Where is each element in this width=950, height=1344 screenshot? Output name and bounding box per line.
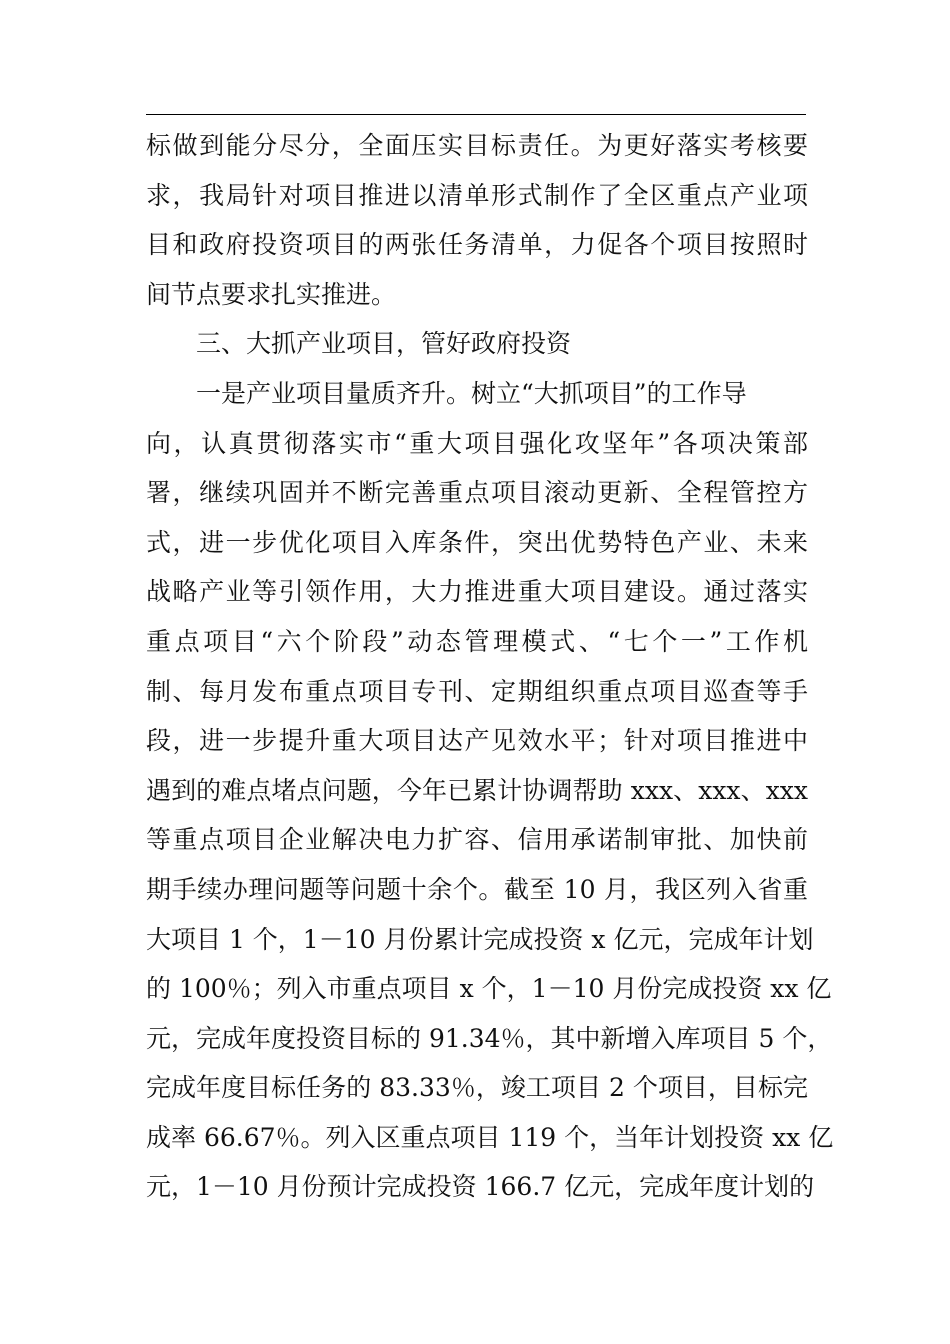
text-line: 段，进一步提升重大项目达产见效水平；针对项目推进中 [146,726,808,756]
text-line: 期手续办理问题等问题十余个。截至 10 月，我区列入省重 [146,874,808,904]
text-line: 目和政府投资项目的两张任务清单，力促各个项目按照时 [146,230,808,260]
text-line: 等重点项目企业解决电力扩容、信用承诺制审批、加快前 [146,825,808,855]
text-line: 制、每月发布重点项目专刊、定期组织重点项目巡查等手 [146,676,808,706]
text-line: 成率 66.67％。列入区重点项目 119 个，当年计划投资 xx 亿 [146,1122,834,1152]
text-line: 战略产业等引领作用，大力推进重大项目建设。通过落实 [146,577,808,607]
text-line: 大项目 1 个，1－10 月份累计完成投资 x 亿元，完成年计划 [146,924,814,954]
text-line: 求，我局针对项目推进以清单形式制作了全区重点产业项 [146,180,808,210]
text-line: 式，进一步优化项目入库条件，突出优势特色产业、未来 [146,527,808,557]
text-line: 署，继续巩固并不断完善重点项目滚动更新、全程管控方 [146,478,808,508]
text-line: 向，认真贯彻落实市“重大项目强化攻坚年”各项决策部 [146,428,808,458]
document-body [146,121,834,1212]
text-line: 完成年度目标任务的 83.33％，竣工项目 2 个项目，目标完 [146,1073,808,1103]
text-line: 元，1－10 月份预计完成投资 166.7 亿元，完成年度计划的 [146,1172,815,1202]
text-line: 间节点要求扎实推进。 [146,279,397,309]
text-line: 的 100％；列入市重点项目 x 个，1－10 月份完成投资 xx 亿 [146,974,832,1004]
text-line: 遇到的难点堵点问题，今年已累计协调帮助 xxx、xxx、xxx [146,775,808,805]
text-line: 元，完成年度投资目标的 91.34％，其中新增入库项目 5 个， [146,1023,833,1053]
paragraph-first-line: 一是产业项目量质齐升。树立“大抓项目”的工作导 [196,378,747,408]
text-line: 标做到能分尽分，全面压实目标责任。为更好落实考核要 [146,131,808,160]
section-heading: 三、大抓产业项目，管好政府投资 [196,329,572,359]
text-line: 重点项目“六个阶段”动态管理模式、“七个一”工作机 [146,626,808,656]
header-rule [146,114,806,115]
